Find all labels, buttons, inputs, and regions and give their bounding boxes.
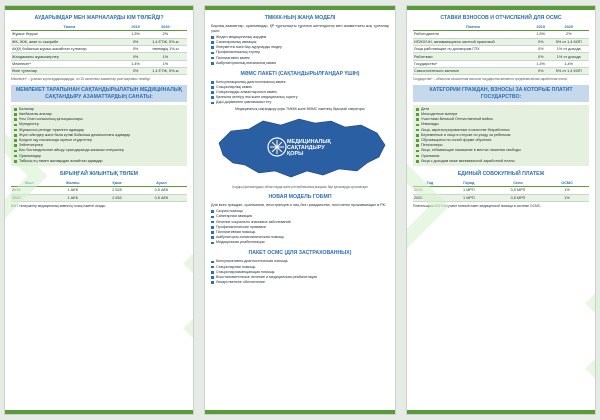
table-cell: 1,4% bbox=[548, 60, 589, 67]
table-cell: 2019 bbox=[413, 187, 447, 194]
table-cell: 1 АЕК bbox=[47, 187, 98, 194]
state-categories-list bbox=[416, 107, 586, 164]
left-panel bbox=[4, 5, 194, 415]
bottom-stripe bbox=[205, 410, 395, 414]
list-item: Санитариялық авиация bbox=[211, 40, 389, 45]
osms-kz-list bbox=[211, 80, 389, 106]
list-item: Оралманы bbox=[416, 154, 586, 159]
table-cell: 2% bbox=[144, 31, 187, 38]
list-item: Паллиативная помощь bbox=[211, 230, 389, 235]
table-row bbox=[413, 187, 589, 194]
gobmp-kz-intro: Барлық азаматтар, оралмандар, ҚР тұрғылықты тұратын шетелдіктер мен азаматтығы жоқ тұлғалар үшін: bbox=[211, 24, 389, 33]
top-stripe bbox=[5, 6, 193, 10]
table-cell: 2 652 bbox=[98, 194, 136, 201]
table-row bbox=[11, 31, 187, 38]
col-header: 2019 bbox=[127, 24, 143, 31]
list-item: Стационарная помощь bbox=[211, 265, 389, 270]
table-cell: 5% от 1,4 МЗП bbox=[548, 68, 589, 75]
list-item: Участники Великой Отечественной войны bbox=[416, 117, 586, 122]
list-item: Көпбалалы аналар bbox=[14, 112, 184, 117]
gobmp-kz-list bbox=[211, 35, 389, 66]
gobmp-kz-title: ТМККК-НЫҢ ЖАҢА МОДЕЛІ bbox=[264, 15, 336, 21]
table-row bbox=[11, 60, 187, 67]
col-header: Жалпы bbox=[47, 180, 98, 187]
bottom-stripe bbox=[407, 410, 595, 414]
gobmp-ru-list bbox=[211, 209, 389, 245]
list-item: Стационарозамещающая помощь bbox=[211, 270, 389, 275]
list-item: Пенсионеры bbox=[416, 143, 586, 148]
fund-logo-text bbox=[287, 139, 331, 157]
table-cell: 1,4 ЕТЖ, 5%-ы bbox=[144, 38, 187, 45]
col-header: 2019 bbox=[533, 24, 548, 31]
list-item: Паллиативтік көмек bbox=[211, 56, 389, 61]
table-cell: 1% bbox=[545, 187, 589, 194]
state-categories-title: КАТЕГОРИИ ГРАЖДАН, ВЗНОСЫ ЗА КОТОРЫЕ ПЛАТИТ ГОСУДАРСТВО: bbox=[413, 85, 589, 101]
list-item: Стационарды алмастыратын көмек bbox=[211, 90, 389, 95]
table-cell: Работники bbox=[413, 53, 533, 60]
table-cell: 1 МРП bbox=[447, 194, 491, 201]
table-cell: 1,4% bbox=[127, 60, 143, 67]
table-cell: 1,4% bbox=[533, 60, 548, 67]
rates-note: Государство* – объектом исчисления взносов государства является среднемесячная заработная плата. bbox=[413, 77, 568, 82]
table-cell: Өзге тұлғалар bbox=[11, 68, 127, 75]
table-cell: Жұмыс беруші bbox=[11, 31, 127, 38]
categories-title: МЕМЛЕКЕТ ТАРАПЫНАН САҚТАНДЫРЫЛАТЫН МЕДИЦИНАЛЫҚ САҚТАНДЫРУ АЗАМАТТАРДЫҢ САНАТЫ: bbox=[11, 85, 187, 101]
contrib-note: Мемлекет* – ұсынып қорға аударымдарды, ол 15 санаттағы азаматтар үшін жарнаны төлейді. bbox=[11, 77, 151, 82]
list-item: Многодетные матери bbox=[416, 112, 586, 117]
table-cell: 0% bbox=[127, 45, 143, 52]
table-cell: 1% от дохода bbox=[548, 53, 589, 60]
table-cell: 0% bbox=[533, 53, 548, 60]
list-item: Лечение социально значимых заболеваний bbox=[211, 220, 389, 225]
table-cell: Государство* bbox=[413, 60, 533, 67]
rates-table bbox=[413, 24, 589, 75]
table-cell: 1,5% bbox=[533, 31, 548, 38]
list-item: Профилактические прививки bbox=[211, 225, 389, 230]
table-row bbox=[11, 187, 187, 194]
top-stripe bbox=[407, 6, 595, 10]
table-cell: 2020 bbox=[11, 194, 47, 201]
table-cell: Работодатели bbox=[413, 31, 533, 38]
list-item: Амбулаториялық-емханалық көмек bbox=[211, 61, 389, 66]
col-header: Город bbox=[447, 180, 491, 187]
list-item: Лекарственное обеспечение bbox=[211, 280, 389, 285]
esp-note: Плательщики ЕСП получают полный пакет медицинской помощи в системе ОСМС. bbox=[413, 203, 542, 208]
table-cell: АҚҚҚ бойынша жұмыс жасайтын тұлғалар bbox=[11, 45, 127, 52]
list-item: Жедел медициналық жәрдем bbox=[211, 35, 389, 40]
single-payment-note: БЖТ төлеушілер медициналық көмектің толық пакетін алады. bbox=[11, 203, 106, 208]
table-cell: Лица работающие по договорам ГПХ bbox=[413, 45, 533, 52]
table-row bbox=[11, 194, 187, 201]
gobmp-ru-title: НОВАЯ МОДЕЛЬ ГОБМП bbox=[268, 194, 332, 201]
list-item: Амбулаторно-поликлиническая помощь bbox=[211, 235, 389, 240]
col-header: Төлем bbox=[11, 24, 127, 31]
table-cell: 5% от 1,4 МЗП bbox=[548, 38, 589, 45]
list-item: Скорая помощь bbox=[211, 209, 389, 214]
table-cell: Самостоятельно занятые bbox=[413, 68, 533, 75]
bottom-stripe bbox=[5, 410, 193, 414]
table-cell: 1% bbox=[144, 53, 187, 60]
osms-ru-title: ПАКЕТ ОСМС (ДЛЯ ЗАСТРАХОВАННЫХ) bbox=[248, 250, 352, 257]
list-item: Әлеуметтік мәні бар ауруларды емдеу bbox=[211, 45, 389, 50]
list-item: Лица, зарегистрированные в качестве безработных bbox=[416, 128, 586, 133]
table-cell: 0% bbox=[533, 38, 548, 45]
table-cell: 1,4 ЕТЖ, 5%-ы bbox=[144, 68, 187, 75]
table-cell: 2 525 bbox=[98, 187, 136, 194]
logo-line: МЕДИЦИНАЛЫҚ bbox=[287, 139, 331, 146]
table-cell: 1% bbox=[545, 194, 589, 201]
table-cell: төлемдің 1%-ы bbox=[144, 45, 187, 52]
logo-emblem-icon bbox=[268, 138, 286, 156]
table-cell: 0,5 МРП bbox=[491, 194, 545, 201]
table-row bbox=[413, 31, 589, 38]
table-cell: 1 АЕК bbox=[47, 194, 98, 201]
list-item: Стационарлық көмек bbox=[211, 85, 389, 90]
table-cell: 0% bbox=[533, 68, 548, 75]
categories-list bbox=[14, 107, 184, 164]
list-item: Жұмыссыз ретінде тіркелген адамдар bbox=[14, 128, 184, 133]
list-item: Табысы ең төмен жалақыдан аспайтын адамдар bbox=[14, 159, 184, 164]
rates-table-title: СТАВКИ ВЗНОСОВ И ОТЧИСЛЕНИЙ ДЛЯ ОСМС bbox=[440, 15, 562, 21]
table-cell: 0% bbox=[127, 53, 143, 60]
table-cell: 2% bbox=[548, 31, 589, 38]
list-item: Санитарная авиация bbox=[211, 214, 389, 219]
right-panel bbox=[406, 5, 596, 415]
chevron-decoration bbox=[151, 254, 194, 339]
list-item: Оралмандар bbox=[14, 154, 184, 159]
col-header: 2020 bbox=[144, 24, 187, 31]
list-item: Восстановительное лечение и медицинская реабилитация bbox=[211, 275, 389, 280]
list-item: Инвалиды bbox=[416, 122, 586, 127]
table-row bbox=[413, 53, 589, 60]
table-row bbox=[11, 38, 187, 45]
table-cell: 0,5 МРП bbox=[491, 187, 545, 194]
table-row bbox=[11, 53, 187, 60]
kazakhstan-map bbox=[211, 113, 389, 183]
logo-line: ҚОРЫ bbox=[287, 151, 304, 158]
col-header: Платеж bbox=[413, 24, 533, 31]
table-cell: 1,5% bbox=[127, 31, 143, 38]
table-row bbox=[413, 38, 589, 45]
list-item: Консультативно-диагностическая помощь bbox=[211, 259, 389, 264]
table-cell: ЖК, ЖЖ, жеке іс-тәжірибе bbox=[11, 38, 127, 45]
list-item: Бас бостандығынан айыру орындарында жазасын өтеушілер bbox=[14, 148, 184, 153]
gobmp-ru-intro: Для всех граждан, оралманов, иностранцев и лиц без гражданства, постоянно проживающих в РК: bbox=[211, 203, 386, 208]
list-item: Лица с доходом ниже минимальной заработной платы bbox=[416, 159, 586, 164]
table-row bbox=[413, 45, 589, 52]
middle-panel bbox=[204, 5, 396, 415]
list-item: Консультациялық-диагностикалық көмек bbox=[211, 80, 389, 85]
table-cell: Мемлекет* bbox=[11, 60, 127, 67]
table-cell: 0% bbox=[533, 45, 548, 52]
table-cell: 1% от дохода bbox=[548, 45, 589, 52]
col-header: 2020 bbox=[548, 24, 589, 31]
table-cell: 2019 bbox=[11, 187, 47, 194]
col-header: ОСМС bbox=[545, 180, 589, 187]
contrib-table bbox=[11, 24, 187, 75]
map-top-note: Медициналық сақтандыру қоры ТМККК және МӘМС пакетінің бірыңғай операторы bbox=[235, 107, 365, 112]
col-header: Год bbox=[413, 180, 447, 187]
list-item: Қалпына келтіру емі және медициналық оңалту bbox=[211, 95, 389, 100]
col-header: Ауыл bbox=[136, 180, 187, 187]
list-item: Зейнеткерлер bbox=[14, 143, 184, 148]
list-item: Медицинская реабилитация bbox=[211, 240, 389, 245]
list-item: Профилактикалық егулер bbox=[211, 50, 389, 55]
categories-box bbox=[11, 105, 187, 166]
list-item: Беременные и лица в отпуске по уходу за ребенком bbox=[416, 133, 586, 138]
chevron-decoration bbox=[553, 294, 596, 379]
list-item: Обучающиеся по очной форме обучения bbox=[416, 138, 586, 143]
col-header: Қала bbox=[98, 180, 136, 187]
esp-title: ЕДИНЫЙ СОВОКУПНЫЙ ПЛАТЕЖ bbox=[457, 170, 545, 177]
table-row bbox=[413, 60, 589, 67]
list-item: Дәрі-дәрмекпен қамтамасыз ету bbox=[211, 100, 389, 105]
table-cell: 0,5 АЕК bbox=[136, 187, 187, 194]
list-item: Лица, отбывающие наказание в местах лишения свободы bbox=[416, 148, 586, 153]
map-caption: Қордың филиалдары облыстарда және республикалық маңызы бар қалаларда орналасқан bbox=[232, 185, 368, 190]
table-cell: 1% bbox=[144, 60, 187, 67]
list-item: Күндізгі оқу нысанында оқитын студенттер bbox=[14, 138, 184, 143]
table-cell: ИП/КХ/ЧН, занимающиеся частной практикой bbox=[413, 38, 533, 45]
col-header: Село bbox=[491, 180, 545, 187]
table-row bbox=[11, 68, 187, 75]
list-item: Балалар bbox=[14, 107, 184, 112]
table-row bbox=[11, 45, 187, 52]
top-stripe bbox=[205, 6, 395, 10]
table-row bbox=[413, 68, 589, 75]
col-header: Жыл bbox=[11, 180, 47, 187]
osms-kz-title: МӘМС ПАКЕТІ (САҚТАНДЫРЫЛҒАНДАР ҮШІН) bbox=[240, 70, 360, 77]
logo-line: САҚТАНДЫРУ bbox=[287, 145, 325, 152]
table-cell: Жалдамалы жұмыскерлер bbox=[11, 53, 127, 60]
single-payment-title: БІРЫҢҒАЙ ЖИЫНТЫҚ ТӨЛЕМ bbox=[59, 170, 139, 177]
table-cell: 1 МРП bbox=[447, 187, 491, 194]
state-categories-box bbox=[413, 105, 589, 166]
list-item: Ұлы Отан соғысының қатысушылары bbox=[14, 117, 184, 122]
list-item: Дети bbox=[416, 107, 586, 112]
contrib-table-title: АУДАРЫМДАР МЕН ЖАРНАЛАРДЫ КІМ ТӨЛЕЙДІ? bbox=[34, 15, 164, 21]
table-cell: 2020 bbox=[413, 194, 447, 201]
table-cell: 0,5 АЕК bbox=[136, 194, 187, 201]
list-item: Жүкті әйелдер және бала күтімі бойынша демалыстағы адамдар bbox=[14, 133, 184, 138]
osms-ru-list bbox=[211, 259, 389, 285]
table-cell: 0% bbox=[127, 68, 143, 75]
list-item: Мүгедектер bbox=[14, 122, 184, 127]
table-cell: 0% bbox=[127, 38, 143, 45]
